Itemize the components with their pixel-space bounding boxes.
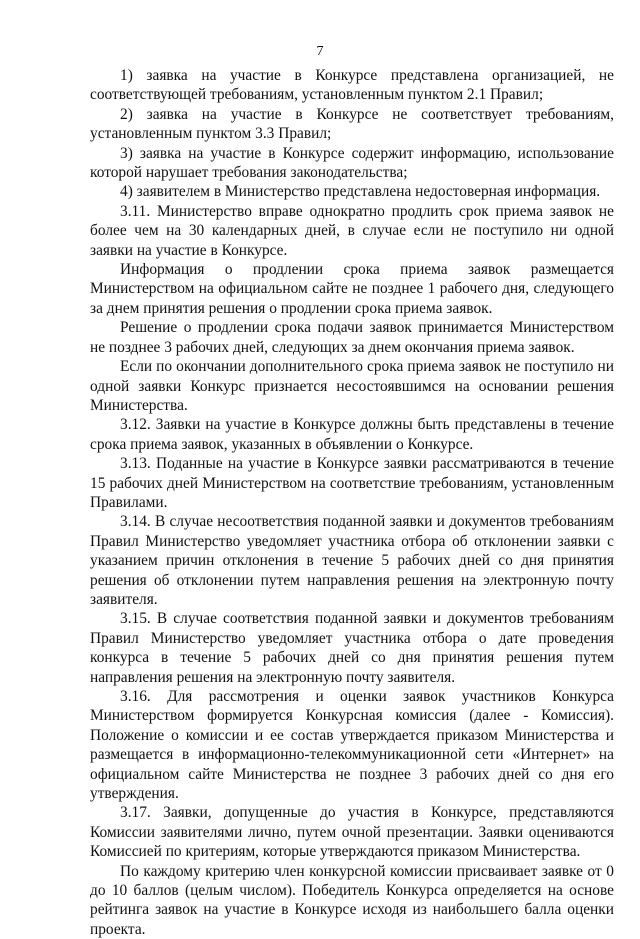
paragraph-2-criterion: 2) заявка на участие в Конкурсе не соответствует требованиям, установленным пунктом 3.3 Правил; [90,105,614,143]
paragraph-1-criterion: 1) заявка на участие в Конкурсе представлена организацией, не соответствующей требованиям, установленным пунктом 2.1 Правил; [90,67,614,104]
paragraph-contest-failed: Если по окончании дополнительного срока приема заявок не поступило ни одной заявки Конкурс признается несостоявшимся на основании решения Министерства. [90,358,614,414]
paragraph-3-13: 3.13. Поданные на участие в Конкурсе заявки рассматриваются в течение 15 рабочих дней Министерством на соответствие требованиям, установленным Правилами. [90,455,614,511]
paragraph-extension-info: Информация о продлении срока приема заявок размещается Министерством на официальном сайте не позднее 1 рабочего дня, следующего за днем принятия решения о продлении срока приема заявок. [90,261,614,317]
paragraph-3-14: 3.14. В случае несоответствия поданной заявки и документов требованиям Правил Министерство уведомляет участника отбора об отклонении заявки с указанием причин отклонения в течение 5 рабочих дней со дня принятия решения об отклонении путем направления решения на электронную почту заявителя. [90,513,614,608]
page-number: 7 [316,44,324,59]
paragraph-3-17: 3.17. Заявки, допущенные до участия в Конкурсе, представляются Комиссии заявителями лично, путем очной презентации. Заявки оцениваются Комиссией по критериям, которые утверждаются приказом Министерства. [90,804,614,861]
paragraph-3-16: 3.16. Для рассмотрения и оценки заявок участников Конкурса Министерством формируется Конкурсная комиссия (далее - Комиссия). Положение о комиссии и ее состав утверждается приказом Министерства и размещается в информационно-телекоммуникационной сети «Интернет» на официальном сайте Министерства не позднее 3 рабочих дней со дня его утверждения. [90,688,614,803]
paragraph-extension-decision: Решение о продлении срока подачи заявок принимается Министерством не позднее 3 рабочих дней, следующих за днем окончания приема заявок. [90,319,614,356]
paragraph-3-12: 3.12. Заявки на участие в Конкурсе должны быть представлены в течение срока приема заявок, указанных в объявлении о Конкурсе. [90,416,614,453]
document-body [90,66,614,939]
paragraph-4-criterion: 4) заявителем в Министерство представлена недостоверная информация. [120,183,601,201]
paragraph-3-15: 3.15. В случае соответствия поданной заявки и документов требованиям Правил Министерство уведомляет участника отбора о дате проведения конкурса в течение 5 рабочих дней со дня принятия решения путем направления решения на электронную почту заявителя. [90,610,614,686]
paragraph-scoring: По каждому критерию член конкурсной комиссии присваивает заявке от 0 до 10 баллов (целым числом). Победитель Конкурса определяется на основе рейтинга заявок на участие в Конкурсе исходя из наибольшего балла оценки проекта. [90,862,614,938]
paragraph-3-11: 3.11. Министерство вправе однократно продлить срок приема заявок не более чем на 30 календарных дней, в случае если не поступило ни одной заявки на участие в Конкурсе. [90,202,614,259]
paragraph-3-criterion: 3) заявка на участие в Конкурсе содержит информацию, использование которой нарушает требования законодательства; [90,144,614,182]
